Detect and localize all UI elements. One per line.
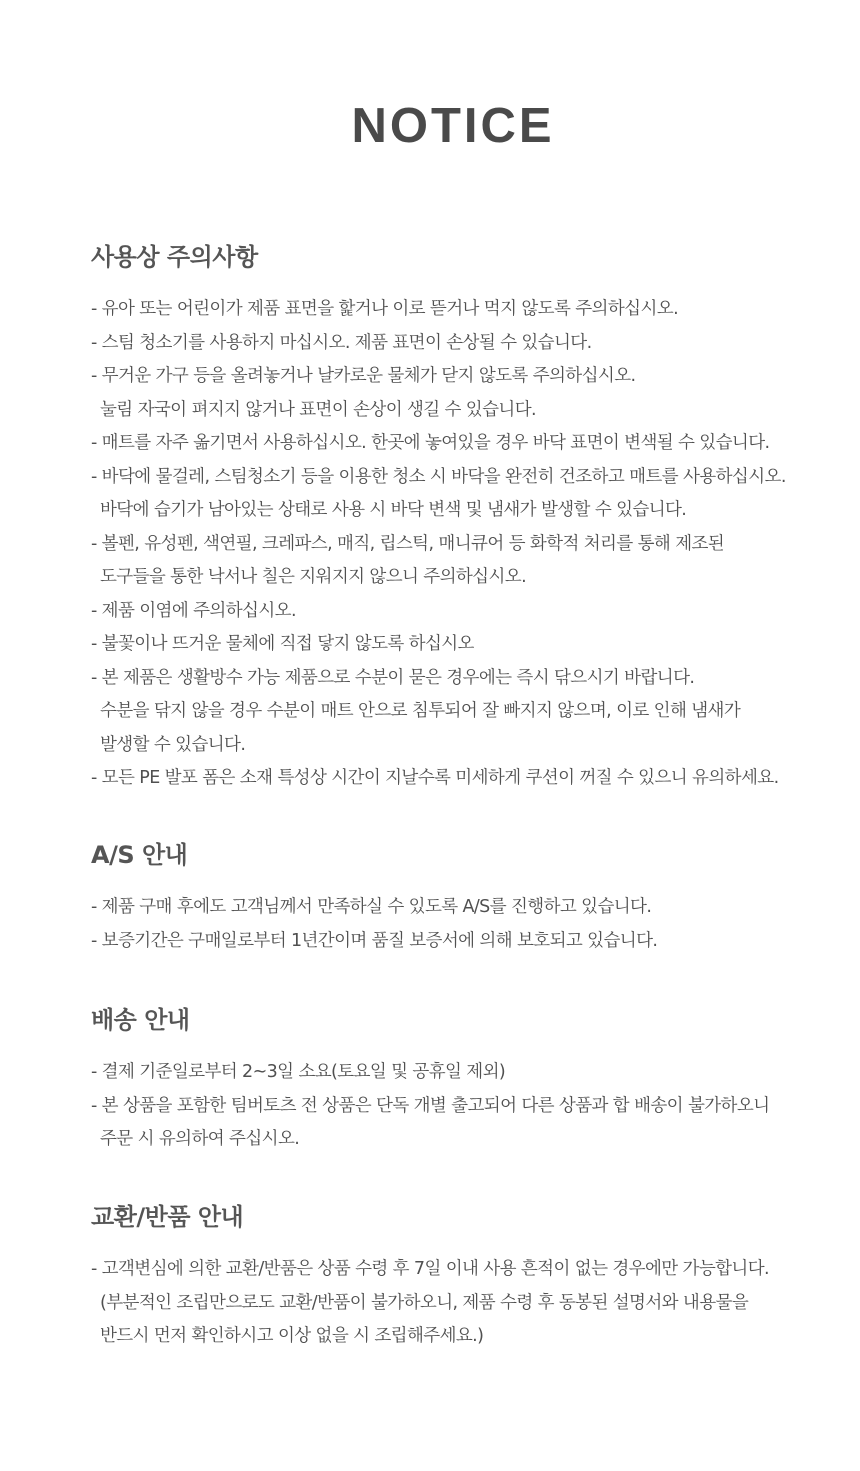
caution-line: 발생할 수 있습니다.	[100, 734, 246, 755]
as-list	[91, 891, 831, 958]
as-line: - 보증기간은 구매일로부터 1년간이며 품질 보증서에 의해 보호되고 있습니다.	[91, 930, 658, 951]
caution-line: 바닥에 습기가 남아있는 상태로 사용 시 바닥 변색 및 냄새가 발생할 수 있습니다.	[100, 500, 687, 520]
caution-line: - 볼펜, 유성펜, 색연필, 크레파스, 매직, 립스틱, 매니큐어 등 화학적 처리를 통해 제조된	[91, 533, 725, 554]
caution-line: 눌림 자국이 펴지지 않거나 표면이 손상이 생길 수 있습니다.	[100, 399, 536, 420]
caution-line: - 제품 이염에 주의하십시오.	[91, 600, 296, 621]
caution-line: - 무거운 가구 등을 올려놓거나 날카로운 물체가 닫지 않도록 주의하십시오.	[91, 366, 636, 386]
shipping-line: - 결제 기준일로부터 2~3일 소요(토요일 및 공휴일 제외)	[91, 1062, 506, 1082]
section-shipping	[91, 1005, 831, 1157]
caution-line: - 매트를 자주 옮기면서 사용하십시오. 한곳에 놓여있을 경우 바닥 표면이 변색될 수 있습니다.	[91, 433, 770, 453]
caution-line: - 스팀 청소기를 사용하지 마십시오. 제품 표면이 손상될 수 있습니다.	[91, 332, 592, 353]
caution-line: - 불꽃이나 뜨거운 물체에 직접 닿지 않도록 하십시오	[91, 634, 474, 654]
caution-list	[91, 293, 831, 796]
caution-line: 도구들을 통한 낙서나 칠은 지워지지 않으니 주의하십시오.	[100, 567, 527, 587]
exchange-line: (부분적인 조립만으로도 교환/반품이 불가하오니, 제품 수령 후 동봉된 설명서와 내용물을	[100, 1292, 749, 1313]
section-exchange	[91, 1202, 831, 1354]
section-heading-exchange: 교환/반품 안내	[91, 1203, 244, 1231]
section-as	[91, 840, 831, 958]
exchange-list	[91, 1253, 831, 1354]
section-heading-as: A/S 안내	[91, 841, 188, 869]
shipping-line: - 본 상품을 포함한 팀버토츠 전 상품은 단독 개별 출고되어 다른 상품과 합 배송이 불가하오니	[91, 1095, 770, 1116]
section-heading-caution: 사용상 주의사항	[91, 243, 258, 271]
caution-line: 수분을 닦지 않을 경우 수분이 매트 안으로 침투되어 잘 빠지지 않으며, 이로 인해 냄새가	[100, 701, 741, 721]
caution-line: - 본 제품은 생활방수 가능 제품으로 수분이 묻은 경우에는 즉시 닦으시기 바랍니다.	[91, 667, 695, 688]
caution-line: - 모든 PE 발포 폼은 소재 특성상 시간이 지날수록 미세하게 쿠션이 꺼질 수 있으니 유의하세요.	[91, 768, 779, 788]
shipping-list	[91, 1056, 831, 1157]
page-title: NOTICE	[351, 99, 555, 153]
caution-line: - 바닥에 물걸레, 스팀청소기 등을 이용한 청소 시 바닥을 완전히 건조하고 매트를 사용하십시오.	[91, 466, 786, 487]
as-line: - 제품 구매 후에도 고객님께서 만족하실 수 있도록 A/S를 진행하고 있습니다.	[91, 897, 652, 917]
exchange-line: - 고객변심에 의한 교환/반품은 상품 수령 후 7일 이내 사용 흔적이 없는 경우에만 가능합니다.	[91, 1259, 770, 1279]
exchange-line: 반드시 먼저 확인하시고 이상 없을 시 조립해주세요.)	[100, 1326, 484, 1346]
section-heading-shipping: 배송 안내	[91, 1006, 190, 1034]
caution-line: - 유아 또는 어린이가 제품 표면을 핥거나 이로 뜯거나 먹지 않도록 주의하십시오.	[91, 299, 679, 319]
section-caution	[91, 242, 831, 796]
shipping-line: 주문 시 유의하여 주십시오.	[100, 1129, 300, 1149]
